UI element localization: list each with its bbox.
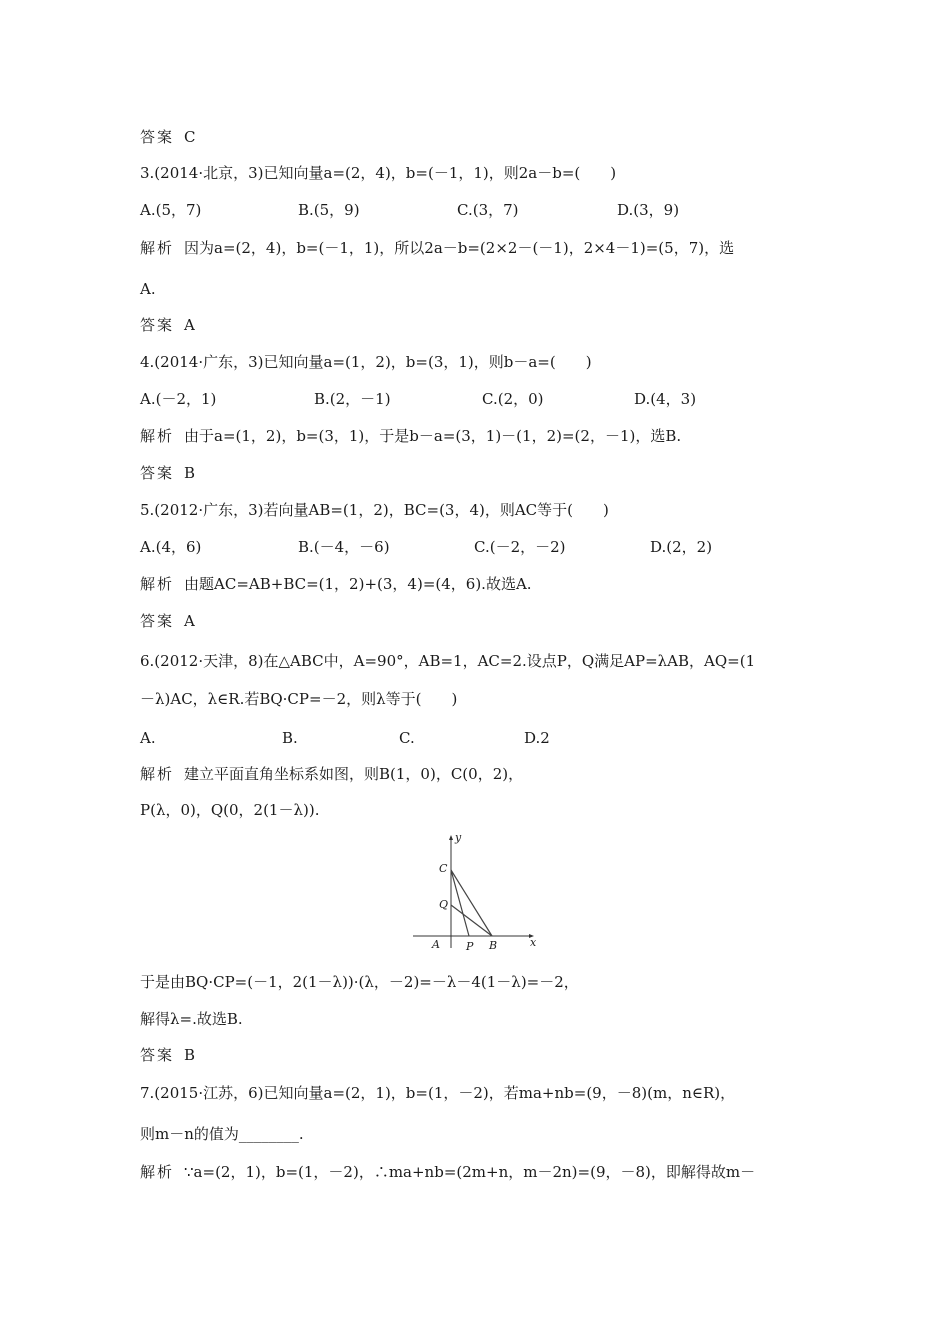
- q6-option-c: C.: [399, 729, 415, 747]
- q4-option-a: A.(－2，1): [140, 390, 217, 408]
- q6-option-d: D.2: [524, 729, 550, 747]
- q5-answer-value: A: [184, 612, 195, 630]
- question-7-stem: 7.(2015·江苏，6)已知向量a=(2，1)，b=(1，－2)，若ma+nb=(9，－8)(m，n∈R)，: [140, 1084, 736, 1102]
- q5-option-d: D.(2，2): [650, 538, 713, 556]
- q6-after-figure: 于是由BQ·CP=(－1，2(1－λ))·(λ，－2)=－λ－4(1－λ)=－2，: [140, 973, 579, 991]
- q5-option-b: B.(－4，－6): [298, 538, 390, 556]
- q4-analysis-text: 由于a=(1，2)，b=(3，1)，于是b－a=(3，1)－(1，2)=(2，－1)，选B.: [184, 427, 682, 445]
- label-y: y: [455, 831, 462, 844]
- q3-analysis-text: 因为a=(2，4)，b=(－1，1)，所以2a－b=(2×2－(－1)，2×4－1)=(5，7)，选: [184, 239, 735, 257]
- q3-option-d: D.(3，9): [617, 201, 680, 219]
- y-axis-arrow: [449, 835, 453, 840]
- label-b: B: [489, 939, 498, 952]
- q4-option-c: C.(2，0): [482, 390, 544, 408]
- question-4-stem: 4.(2014·广东，3)已知向量a=(1，2)，b=(3，1)，则b－a=( ): [140, 353, 592, 371]
- q5-answer: [140, 611, 195, 631]
- answer-label: 答案: [140, 612, 175, 630]
- label-x: x: [530, 936, 537, 949]
- label-p: P: [466, 940, 474, 953]
- q6-analysis-text: 建立平面直角坐标系如图，则B(1，0)，C(0，2)，: [184, 765, 524, 783]
- q4-option-d: D.(4，3): [634, 390, 697, 408]
- q6-analysis: [140, 764, 523, 784]
- answer-value: C: [184, 128, 196, 146]
- analysis-label: 解析: [140, 239, 175, 257]
- analysis-label: 解析: [140, 765, 175, 783]
- q5-analysis: [140, 574, 532, 594]
- q6-option-a: A.: [140, 729, 156, 747]
- question-3-stem: 3.(2014·北京，3)已知向量a=(2，4)，b=(－1，1)，则2a－b=( ): [140, 164, 617, 182]
- segment-qb: [451, 905, 492, 936]
- label-a: A: [432, 938, 440, 951]
- q3-answer-value: A: [184, 316, 195, 334]
- label-q: Q: [439, 898, 449, 911]
- q6-option-b: B.: [282, 729, 298, 747]
- q5-analysis-text: 由题AC=AB+BC=(1，2)+(3，4)=(4，6).故选A.: [184, 575, 532, 593]
- answer-label: 答案: [140, 1046, 175, 1064]
- q3-analysis: [140, 238, 734, 258]
- segment-cp: [451, 870, 469, 936]
- q3-answer: [140, 315, 195, 335]
- analysis-label: 解析: [140, 427, 175, 445]
- answer-label: 答案: [140, 464, 175, 482]
- q5-option-c: C.(－2，－2): [474, 538, 566, 556]
- question-6-stem-cont: －λ)AC，λ∈R.若BQ·CP=－2，则λ等于( ): [140, 690, 458, 708]
- answer-label: 答案: [140, 128, 175, 146]
- q3-option-c: C.(3，7): [457, 201, 519, 219]
- q4-answer: [140, 463, 195, 483]
- answer-line: [140, 127, 196, 147]
- q7-analysis: [140, 1162, 755, 1182]
- q3-analysis-cont: A.: [140, 280, 156, 298]
- label-c: C: [439, 862, 448, 875]
- q7-analysis-text: ∵a=(2，1)，b=(1，－2)，∴ma+nb=(2m+n，m－2n)=(9，－8)，即解得故m－: [184, 1163, 756, 1181]
- q6-analysis-2: P(λ，0)，Q(0，2(1－λ)).: [140, 801, 320, 819]
- q6-answer: [140, 1045, 195, 1065]
- q6-solve: 解得λ=.故选B.: [140, 1010, 243, 1028]
- question-5-stem: 5.(2012·广东，3)若向量AB=(1，2)，BC=(3，4)，则AC等于( ): [140, 501, 609, 519]
- q4-analysis: [140, 426, 681, 446]
- q4-option-b: B.(2，－1): [314, 390, 391, 408]
- q4-answer-value: B: [184, 464, 196, 482]
- segment-cb: [451, 870, 492, 936]
- analysis-label: 解析: [140, 1163, 175, 1181]
- q3-option-b: B.(5，9): [298, 201, 360, 219]
- q6-answer-value: B: [184, 1046, 196, 1064]
- q5-option-a: A.(4，6): [140, 538, 202, 556]
- coordinate-figure: [410, 828, 545, 956]
- answer-label: 答案: [140, 316, 175, 334]
- analysis-label: 解析: [140, 575, 175, 593]
- q3-option-a: A.(5，7): [140, 201, 202, 219]
- question-7-stem-cont: 则m－n的值为________.: [140, 1125, 304, 1143]
- question-6-stem: 6.(2012·天津，8)在△ABC中，A=90°，AB=1，AC=2.设点P，Q满足AP=λAB，AQ=(1: [140, 652, 756, 670]
